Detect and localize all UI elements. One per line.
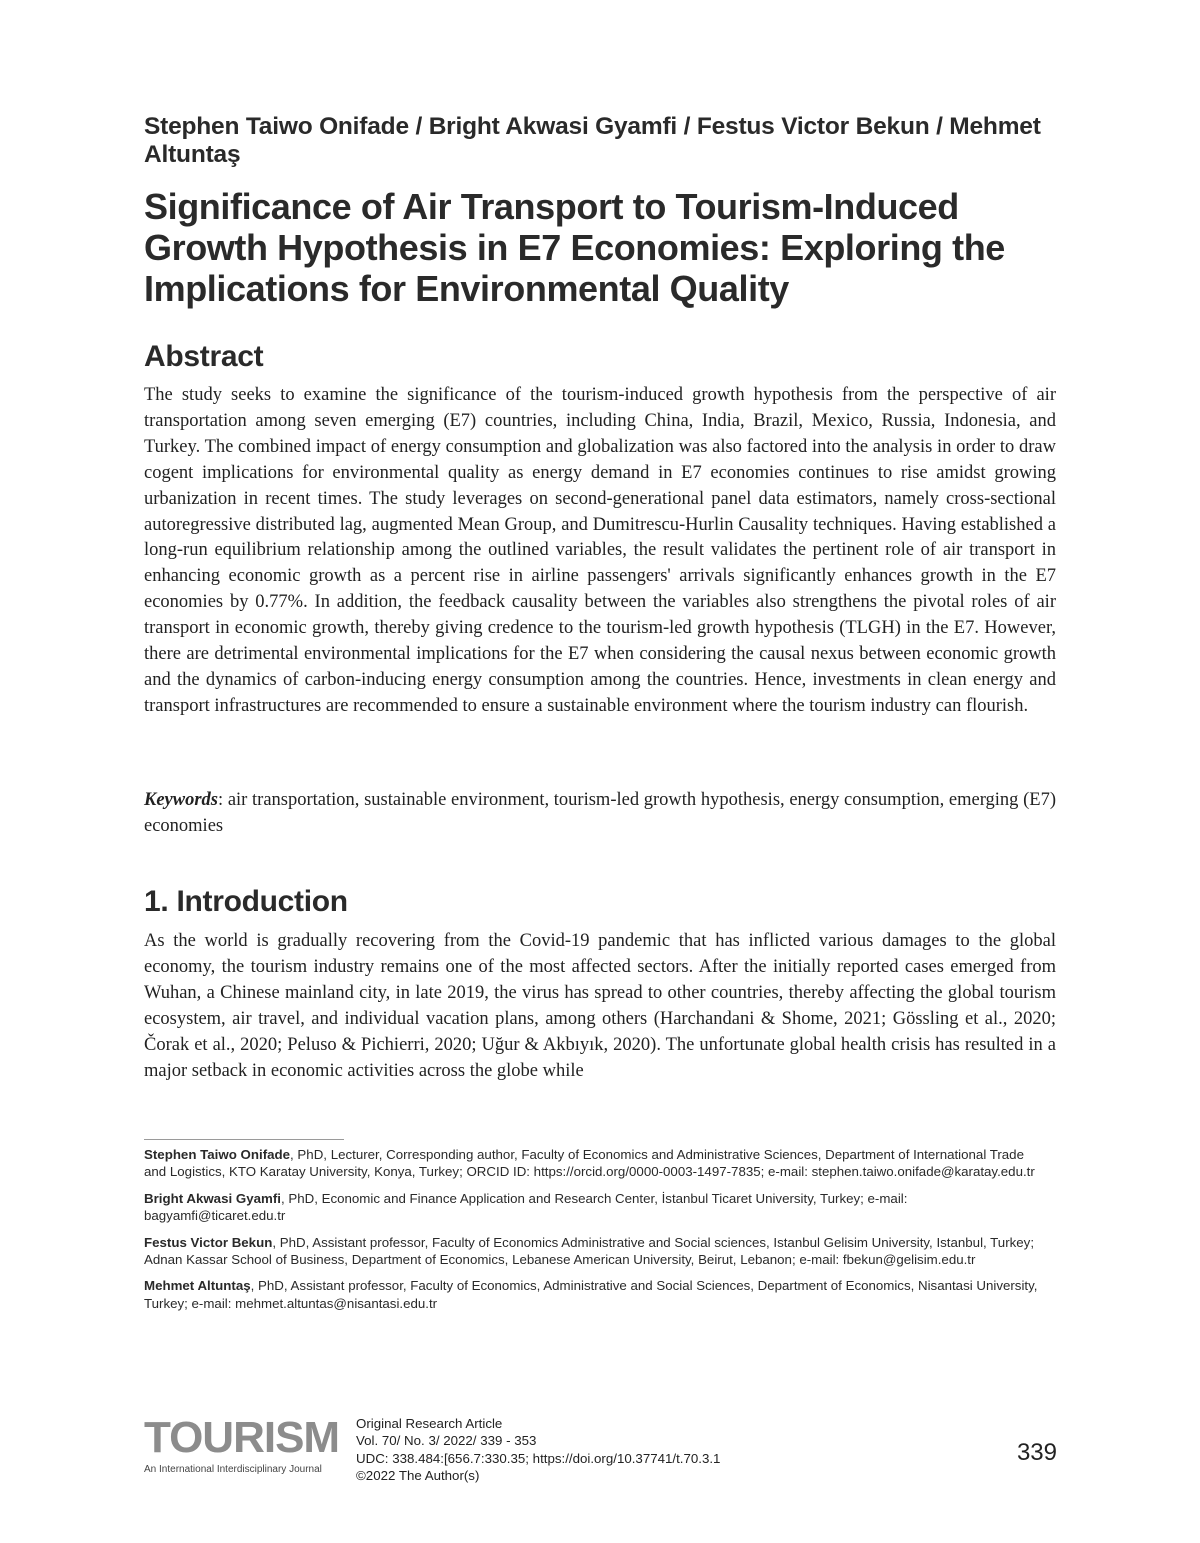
article-udc-doi: UDC: 338.484:[656.7:330.35; https://doi.org/10.37741/t.70.3.1 bbox=[356, 1450, 721, 1466]
journal-logo-wordmark: TOURISM bbox=[144, 1413, 340, 1462]
footnote-divider bbox=[144, 1139, 344, 1140]
author-footnotes bbox=[144, 1146, 1044, 1321]
footnote-author-3 bbox=[144, 1234, 1044, 1269]
introduction-text: As the world is gradually recovering from the Covid-19 pandemic that has inflicted various damages to the global economy, the tourism industry remains one of the most affected sectors. After the initially reported cases emerged from Wuhan, a Chinese mainland city, in late 2019, the virus has spread to other countries, thereby affecting the global tourism ecosystem, air travel, and individual vacation plans, among others (Harchandani & Shome, 2021; Gössling et al., 2020; Čorak et al., 2020; Peluso & Pichierri, 2020; Uğur & Akbıyık, 2020). The unfortunate global health crisis has resulted in a major setback in economic activities across the globe while bbox=[144, 931, 1056, 1081]
footnote-author-details: , PhD, Assistant professor, Faculty of Economics, Administrative and Social Sciences, Department of Economics, Nisantasi University, Turkey; e-mail: mehmet.altuntas@nisantasi.edu.tr bbox=[144, 1278, 1038, 1311]
footnote-author-details: , PhD, Assistant professor, Faculty of Economics Administrative and Social sciences, Istanbul Gelisim University, Istanbul, Turkey; Adnan Kassar School of Business, Department of Economics, Lebanese American University, Beirut, Lebanon; e-mail: fbekun@gelisim.edu.tr bbox=[144, 1234, 1035, 1268]
introduction-heading: 1. Introduction bbox=[144, 885, 348, 918]
keywords-label: Keywords bbox=[144, 790, 218, 810]
footnote-author-name: Bright Akwasi Gyamfi bbox=[144, 1190, 281, 1206]
article-info bbox=[356, 1415, 916, 1485]
footnote-author-details: , PhD, Lecturer, Corresponding author, Faculty of Economics and Administrative Sciences, Department of International Trade and Logistics, KTO Karatay University, Konya, Turkey; ORCID ID: https://orcid.org/0000-0003-1497-7835; e-mail: stephen.taiwo.onifade@karatay.edu.tr bbox=[144, 1147, 1035, 1180]
footnote-author-details: , PhD, Economic and Finance Application and Research Center, İstanbul Ticaret University, Turkey; e-mail: bagyamfi@ticaret.edu.tr bbox=[144, 1190, 908, 1224]
page-number: 339 bbox=[1016, 1439, 1057, 1466]
journal-logo bbox=[144, 1413, 344, 1477]
abstract-text: The study seeks to examine the significance of the tourism-induced growth hypothesis from the perspective of air transportation among seven emerging (E7) countries, including China, India, Brazil, Mexico, Russia, Indonesia, and Turkey. The combined impact of energy consumption and globalization was also factored into the analysis in order to draw cogent implications for environmental quality as energy demand in E7 economies continues to rise amidst growing urbanization in recent times. The study leverages on second-generational panel data estimators, namely cross-sectional autoregressive distributed lag, augmented Mean Group, and Dumitrescu-Hurlin Causality techniques. Having established a long-run equilibrium relationship among the outlined variables, the result validates the pertinent role of air transport in enhancing economic growth as a percent rise in airline passengers' arrivals significantly enhances growth in the E7 economies by 0.77%. In addition, the feedback causality between the variables also strengthens the pivotal roles of air transport in economic growth, thereby giving credence to the tourism-led growth hypothesis (TLGH) in the E7. However, there are detrimental environmental implications for the E7 when considering the causal nexus between economic growth and the dynamics of carbon-inducing energy consumption among the countries. Hence, investments in clean energy and transport infrastructures are recommended to ensure a sustainable environment where the tourism industry can flourish. bbox=[144, 385, 1056, 716]
journal-logo-subtitle: An International Interdisciplinary Journal bbox=[144, 1464, 322, 1475]
abstract-heading: Abstract bbox=[144, 340, 264, 373]
footnote-author-2 bbox=[144, 1190, 1044, 1225]
footnote-author-name: Festus Victor Bekun bbox=[144, 1234, 273, 1250]
article-title: Significance of Air Transport to Tourism-Induced Growth Hypothesis in E7 Economies: Exploring the Implications for Environmental Quality bbox=[144, 186, 1005, 309]
author-list: Stephen Taiwo Onifade / Bright Akwasi Gyamfi / Festus Victor Bekun / Mehmet Altuntaş bbox=[144, 113, 1041, 168]
keywords-list: : air transportation, sustainable environment, tourism-led growth hypothesis, energy consumption, emerging (E7) economies bbox=[144, 790, 1056, 836]
footnote-author-4 bbox=[144, 1277, 1044, 1312]
footnote-author-name: Mehmet Altuntaş bbox=[144, 1278, 251, 1294]
keywords bbox=[144, 788, 1056, 840]
footnote-author-name: Stephen Taiwo Onifade bbox=[144, 1147, 291, 1162]
article-volume: Vol. 70/ No. 3/ 2022/ 339 - 353 bbox=[356, 1433, 537, 1449]
article-copyright: ©2022 The Author(s) bbox=[356, 1468, 480, 1484]
article-type: Original Research Article bbox=[356, 1416, 503, 1431]
footnote-author-1 bbox=[144, 1146, 1044, 1181]
